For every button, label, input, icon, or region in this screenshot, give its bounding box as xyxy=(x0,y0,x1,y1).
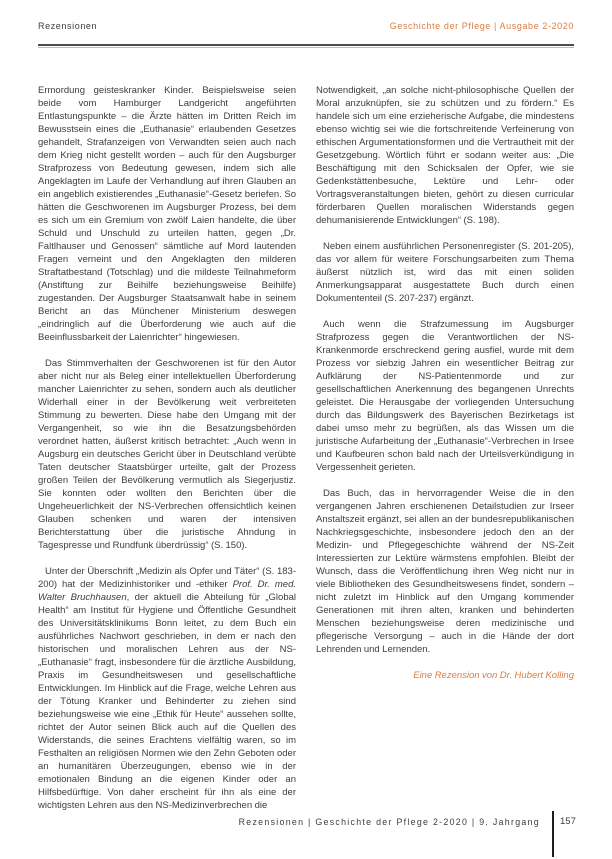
paragraph xyxy=(316,84,574,227)
paragraph xyxy=(316,240,574,305)
running-head-section: Rezensionen xyxy=(38,21,98,31)
paragraph-text: Das Buch, das in hervorragender Weise die in den vergangenen Jahren erschienenen Detailstudien zur Irseer Anstaltszeit ergänzt, sei allen an der bundesrepublikanischen Nachkriegsgeschichte, insbesondere jedoch den an der Medizin- und Pflegegeschichte während der NS-Zeit Interessierten zur Lektüre wärmstens empfohlen. Bleibt der Wunsch, dass die Veröffentlichung ihren Weg nicht nur in viele Bibliotheken des Gesundheitswesens findet, sondern – nicht zuletzt im Hinblick auf den Umgang kommender Generationen mit ihren alten, kranken und behinderten Menschen beziehungsweise deren medizinische und pflegerische Versorgung – auch in die Hände der dort Lehrenden und Lernenden. xyxy=(316,488,574,655)
paragraph xyxy=(38,84,296,344)
paragraph-text: Auch wenn die Strafzumessung im Augsburger Strafprozess gegen die Verantwortlichen der NS-Krankenmorde erschreckend gering ausfiel, wurde mit dem Prozess vor siebzig Jahren ein wesentlicher Beitrag zur Aufklärung der NS-Patientenmorde und zur gesellschaftlichen Anerkennung des begangenen Unrechts geleistet. Die Herausgabe der vorliegenden Untersuchung durch das Bildungswerk des Bayerischen Bezirketags ist dabei umso mehr zu begrüßen, als das Wissen um die juristische Aufarbeitung der „Euthanasie“-Verbrechen in Irsee und Kaufbeuren schon bald nach der Urteilsverkündigung in Vergessenheit gerieten. xyxy=(316,319,574,473)
page-header xyxy=(38,21,574,31)
paragraph xyxy=(316,487,574,656)
paragraph xyxy=(38,357,296,552)
paragraph-text: Neben einem ausführlichen Personenregister (S. 201-205), das vor allem für weitere Forschungsarbeiten zum Thema äußerst nützlich ist, wird das mit einen soliden Anmerkungsapparat ausgestattete Buch durch einen Dokumententeil (S. 207-237) ergänzt. xyxy=(316,241,574,304)
paragraph xyxy=(38,565,296,812)
paragraph-text: Notwendigkeit, „an solche nicht-philosophische Quellen der Moral anzuknüpfen, sie zu schützen und zu fördern.“ Es handele sich um eine erzieherische Aufgabe, die mindestens ebenso wichtig sei wie die fortschreitende Verfeinerung von ethischen Argumentationsformen und die Vertrautheit mit der Gesetzgebung. Wörtlich führt er sodann weiter aus: „Die Beschäftigung mit den Schicksalen der Opfer, wie sie Gedenkstättenbesuche, Lektüre und Lehr- oder Vortragsveranstaltungen bieten, gehört zu diesen curricular förderbaren Quellen moralischen Widerstands gegen dehumanisierende Entwicklungen“ (S. 198). xyxy=(316,85,574,226)
right-column xyxy=(316,84,574,825)
running-head-journal: Geschichte der Pflege | Ausgabe 2-2020 xyxy=(389,21,574,31)
article-body xyxy=(38,84,574,825)
paragraph-text: Ermordung geisteskranker Kinder. Beispielsweise seien beide vom Hamburger Landgericht angeführten Entlastungspunkte – die Ärzte hätten im Dritten Reich im Bewusstsein eines die „Euthanasie“ erlaubenden Gesetzes gehandelt, Strafanzeigen von Verwandten seien auch nach dem Krieg nicht gestellt worden – auch für den Augsburger Strafprozess von Bedeutung gewesen, indem sich alle Angeklagten im Laufe der Verhandlung auf ihren Glauben an ein angeblich existierendes „Euthanasie“-Gesetz beriefen. So hätten die Geschworenen im Augsburger Prozess, bei dem es sich um ein Gremium von zwölf Laien handelte, die über Schuld und Unschuld zu urteilen hatten, gegen „Dr. Faltlhauser und Genossen“ sämtliche auf Mord lautenden Fragen verneint und den Angeklagten den milderen Straftatbestand (Totschlag) und die mildeste Teilnahmeform (Anstiftung zur Beihilfe beziehungsweise Beihilfe) zugestanden. Der Augsburger Staatsanwalt habe in seinem Bericht an das Münchener Ministerium deswegen „eindringlich auf die Überforderung wie auch auf die Beeinflussbarkeit der Laienrichter“ hingewiesen. xyxy=(38,85,296,343)
author-name-emphasis: Prof. Dr. med. Walter Bruchhausen xyxy=(38,579,297,603)
page-number: 157 xyxy=(560,816,576,827)
footer-divider-rule xyxy=(552,811,554,857)
reviewer-byline: Eine Rezension von Dr. Hubert Kolling xyxy=(413,670,574,681)
paragraph-text: , der aktuell die Abteilung für „Global Health“ am Institut für Hygiene und Öffentliche Gesundheit des Universitätsklinikums Bonn leitet, zu dem Buch ein ausführliches Nachwort geschrieben, in dem er nach den historischen und moralischen Lehren aus der NS-„Euthanasie“ fragt, insbesondere für die ärztliche Ausbildung, Praxis im Gesundheitswesen und gesellschaftliche Entwicklungen. Im Hinblick auf die Frage, welche Lehren aus der Tötung Kranker und Behinderter zu ziehen sind beziehungsweise wie eine „Ethik für Heute“ aussehen sollte, richtet der Autor seinen Blick auch auf die Quellen des Widerstands, die seines Erachtens vielfältig waren, so im Festhalten an religiösen Normen wie den Zehn Geboten oder an humanitären Überzeugungen, ebenso wie in der emotionalen Bindung an die eigenen Kinder oder an Hilfsbedürftige. Von daher erscheint für ihn als eine der wichtigsten Lehren aus den NS-Medizinverbrechen die xyxy=(38,592,296,811)
footer-running-line: Rezensionen | Geschichte der Pflege 2-2020 | 9. Jahrgang xyxy=(238,817,540,827)
paragraph xyxy=(316,318,574,474)
header-rule xyxy=(38,44,574,48)
paragraph-text: Das Stimmverhalten der Geschworenen ist für den Autor aber nicht nur als Beleg einer intellektuellen Überforderung mancher Laienrichter zu sehen, sondern auch als deutlicher Widerhall einer in der Bevölkerung weit verbreiteten Stimmung zu bewerten. Diese habe den Umgang mit der Vergangenheit, so wie ihn die Besatzungsbehörden verordnet hatten, äußerst kritisch betrachtet: „Auch wenn in Augsburg ein deutsches Gericht über in Deutschland verübte Taten deutscher Staatsbürger urteilte, galt der Prozess großen Teilen der Bevölkerung vermutlich als Siegerjustiz. Sie konnten oder wollten den Berichten über die Ungeheuerlichkeit der NS-Verbrechen offensichtlich keinen Glauben schenken und waren der intensiven Berichterstattung über die juristische Ahndung in Tagespresse und Rundfunk überdrüssig“ (S. 150). xyxy=(38,358,296,551)
paragraph-text: Unter der Überschrift „Medizin als Opfer und Täter“ (S. 183-200) hat der Medizinhistoriker und -ethiker xyxy=(38,566,296,590)
left-column xyxy=(38,84,296,825)
